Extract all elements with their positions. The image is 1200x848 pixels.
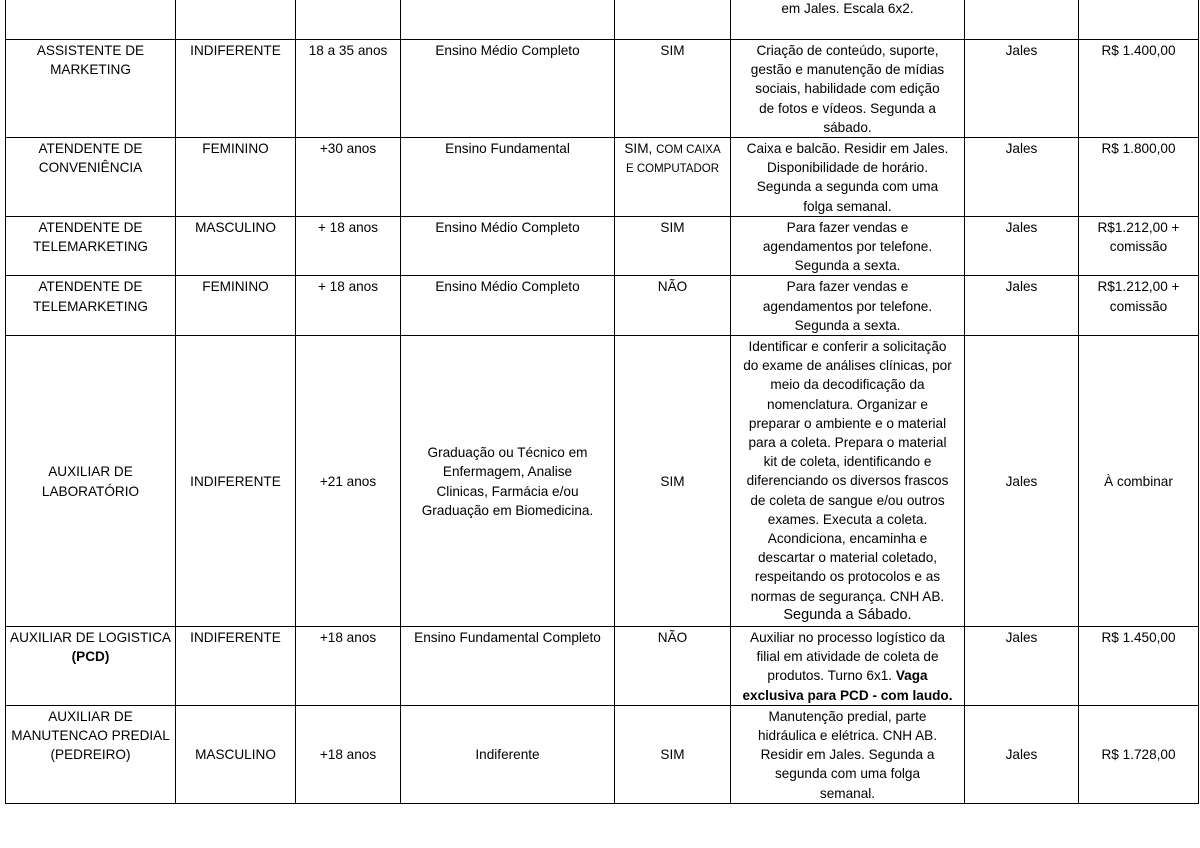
table-row	[6, 40, 1199, 138]
descricao-line: Acondiciona, encaminha e	[767, 531, 928, 547]
escolaridade-line: Graduação ou Técnico em	[427, 445, 588, 461]
salario-line: R$ 1.450,00	[1101, 630, 1176, 646]
descricao-cell	[731, 216, 965, 276]
escolaridade-line: Clinicas, Farmácia e/ou	[436, 483, 579, 499]
escolaridade-line: Graduação em Biomedicina.	[421, 502, 594, 518]
idade-cell: +18 anos	[296, 627, 401, 706]
table-row	[6, 336, 1199, 627]
descricao-line: nomenclatura. Organizar e	[767, 396, 928, 412]
experiencia-cell: NÃO	[615, 276, 731, 336]
cargo-line: CONVENIÊNCIA	[38, 160, 143, 176]
table-row	[6, 138, 1199, 217]
idade-cell: +18 anos	[296, 705, 401, 803]
descricao-line: sábado.	[823, 119, 872, 135]
sexo-cell: MASCULINO	[176, 705, 296, 803]
cargo-line: ATENDENTE DE	[38, 141, 143, 157]
experiencia-cell: SIM	[615, 216, 731, 276]
cargo-cell	[6, 216, 176, 276]
cargo-line: TELEMARKETING	[33, 298, 148, 314]
table-row	[6, 216, 1199, 276]
cargo-line: (PEDREIRO)	[50, 747, 131, 763]
descricao-line: de fotos e vídeos. Segunda a	[759, 100, 936, 116]
descricao-cell	[731, 627, 965, 706]
descricao-line: para a coleta. Prepara o material	[748, 435, 947, 451]
descricao-line: meio da decodificação da	[770, 377, 925, 393]
descricao-line: Caixa e balcão. Residir em Jales.	[746, 141, 949, 157]
descricao-highlight: Vaga	[895, 668, 928, 684]
descricao-line: segunda com uma folga	[774, 766, 921, 782]
descricao-line	[735, 666, 960, 685]
descricao-cell	[731, 0, 965, 40]
descricao-line: preparar o ambiente e o material	[748, 415, 947, 431]
descricao-line: semanal.	[819, 785, 876, 801]
sexo-cell	[176, 0, 296, 40]
descricao-line: Criação de conteúdo, suporte,	[756, 43, 939, 58]
descricao-line: Auxiliar no processo logístico da	[750, 630, 945, 646]
cargo-line: AUXILIAR DE	[48, 464, 133, 480]
cargo-line: AUXILIAR DE	[48, 708, 133, 724]
descricao-line: hidráulica e elétrica. CNH AB.	[757, 728, 938, 744]
cargo-cell	[6, 336, 176, 627]
cargo-line: ATENDENTE DE	[38, 219, 143, 235]
sexo-cell: MASCULINO	[176, 216, 296, 276]
cargo-cell	[6, 276, 176, 336]
cargo-cell	[6, 627, 176, 706]
experiencia-cell: SIM	[615, 705, 731, 803]
descricao-cell	[731, 138, 965, 217]
experiencia-cell: SIM	[615, 40, 731, 138]
cargo-line: ATENDENTE DE	[38, 279, 143, 295]
salario-cell	[1079, 40, 1199, 138]
salario-line: R$ 1.728,00	[1101, 747, 1176, 763]
cargo-line: ASSISTENTE DE	[36, 43, 145, 58]
experiencia-value: SIM,	[624, 141, 653, 157]
idade-cell: + 18 anos	[296, 276, 401, 336]
descricao-line: do exame de análises clínicas, por	[743, 358, 952, 374]
table-row	[6, 276, 1199, 336]
escolaridade-cell: Indiferente	[401, 705, 615, 803]
descricao-cell	[731, 705, 965, 803]
experiencia-cell: NÃO	[615, 627, 731, 706]
descricao-line: em Jales. Escala 6x2.	[781, 1, 914, 16]
table-row	[6, 0, 1199, 40]
salario-line: À combinar	[1104, 473, 1173, 489]
job-vacancies-table	[5, 0, 1199, 804]
salario-line: R$1.212,00 +	[1097, 219, 1180, 235]
cidade-cell	[965, 0, 1079, 40]
salario-cell	[1079, 138, 1199, 217]
sexo-cell: INDIFERENTE	[176, 336, 296, 627]
descricao-text: produtos. Turno 6x1.	[767, 668, 893, 684]
descricao-line: Segunda a Sábado.	[783, 606, 912, 623]
descricao-line: Segunda a sexta.	[794, 258, 901, 274]
salario-line: R$ 1.800,00	[1101, 141, 1176, 157]
cargo-line: TELEMARKETING	[33, 239, 148, 255]
cidade-cell: Jales	[965, 216, 1079, 276]
cidade-cell: Jales	[965, 40, 1079, 138]
descricao-cell	[731, 276, 965, 336]
cargo-cell	[6, 138, 176, 217]
salario-cell	[1079, 627, 1199, 706]
descricao-line: descartar o material coletado,	[757, 550, 938, 566]
idade-cell	[296, 0, 401, 40]
escolaridade-cell: Ensino Médio Completo	[401, 216, 615, 276]
escolaridade-cell	[401, 336, 615, 627]
descricao-line: Residir em Jales. Segunda a	[760, 747, 935, 763]
cidade-cell: Jales	[965, 627, 1079, 706]
descricao-line: Manutenção predial, parte	[768, 708, 927, 724]
sexo-cell: INDIFERENTE	[176, 627, 296, 706]
cargo-cell	[6, 705, 176, 803]
salario-line: R$ 1.400,00	[1101, 43, 1176, 58]
idade-cell: +30 anos	[296, 138, 401, 217]
cidade-cell: Jales	[965, 138, 1079, 217]
descricao-line: diferenciando os diversos frascos	[746, 473, 949, 489]
descricao-line: folga semanal.	[803, 198, 892, 214]
descricao-line: exclusiva para PCD - com laudo.	[742, 687, 953, 703]
descricao-line: exames. Executa a coleta.	[767, 511, 928, 527]
salario-line: comissão	[1109, 298, 1168, 314]
cargo-line: (PCD)	[71, 649, 110, 665]
salario-line: R$1.212,00 +	[1097, 279, 1180, 295]
cidade-cell: Jales	[965, 276, 1079, 336]
cargo-cell	[6, 40, 176, 138]
descricao-cell	[731, 40, 965, 138]
descricao-line: respeitando os protocolos e as	[754, 569, 941, 585]
salario-cell	[1079, 336, 1199, 627]
experiencia-note: E COMPUTADOR	[625, 163, 720, 176]
sexo-cell: FEMININO	[176, 276, 296, 336]
cidade-cell: Jales	[965, 705, 1079, 803]
salario-cell	[1079, 0, 1199, 40]
descricao-line: agendamentos por telefone.	[762, 298, 933, 314]
idade-cell: +21 anos	[296, 336, 401, 627]
cargo-line: MARKETING	[50, 62, 131, 78]
salario-cell	[1079, 216, 1199, 276]
table-row	[6, 705, 1199, 803]
descricao-line: Disponibilidade de horário.	[767, 160, 928, 176]
salario-cell	[1079, 705, 1199, 803]
idade-cell: + 18 anos	[296, 216, 401, 276]
escolaridade-cell: Ensino Fundamental Completo	[401, 627, 615, 706]
descricao-line: Para fazer vendas e	[786, 219, 909, 235]
salario-cell	[1079, 276, 1199, 336]
descricao-line: Segunda a sexta.	[794, 317, 901, 333]
escolaridade-cell: Ensino Médio Completo	[401, 40, 615, 138]
descricao-line: sociais, habilidade com edição	[755, 81, 940, 97]
descricao-line: filial em atividade de coleta de	[756, 649, 939, 665]
descricao-line: normas de segurança. CNH AB.	[750, 588, 945, 604]
experiencia-note: COM CAIXA	[656, 144, 721, 157]
cargo-cell	[6, 0, 176, 40]
sexo-cell: INDIFERENTE	[176, 40, 296, 138]
idade-cell: 18 a 35 anos	[296, 40, 401, 138]
cargo-line: AUXILIAR DE LOGISTICA	[10, 630, 171, 646]
table-row	[6, 627, 1199, 706]
experiencia-cell	[615, 0, 731, 40]
descricao-line: agendamentos por telefone.	[762, 239, 933, 255]
descricao-line: de coleta de sangue e/ou outros	[750, 492, 945, 508]
escolaridade-cell: Ensino Médio Completo	[401, 276, 615, 336]
descricao-cell	[731, 336, 965, 627]
cargo-line: MANUTENCAO PREDIAL	[11, 728, 170, 744]
escolaridade-cell: Ensino Fundamental	[401, 138, 615, 217]
descricao-line: kit de coleta, identificando e	[763, 454, 932, 470]
descricao-line: Segunda a segunda com uma	[756, 179, 939, 195]
experiencia-cell	[615, 138, 731, 217]
cargo-line: LABORATÓRIO	[41, 483, 140, 499]
descricao-line: Para fazer vendas e	[786, 279, 909, 295]
descricao-line: Identificar e conferir a solicitação	[748, 339, 947, 355]
cidade-cell: Jales	[965, 336, 1079, 627]
experiencia-cell: SIM	[615, 336, 731, 627]
sexo-cell: FEMININO	[176, 138, 296, 217]
descricao-line: gestão e manutenção de mídias	[750, 62, 945, 78]
escolaridade-cell	[401, 0, 615, 40]
escolaridade-line: Enfermagem, Analise	[442, 464, 573, 480]
salario-line: comissão	[1109, 239, 1168, 255]
